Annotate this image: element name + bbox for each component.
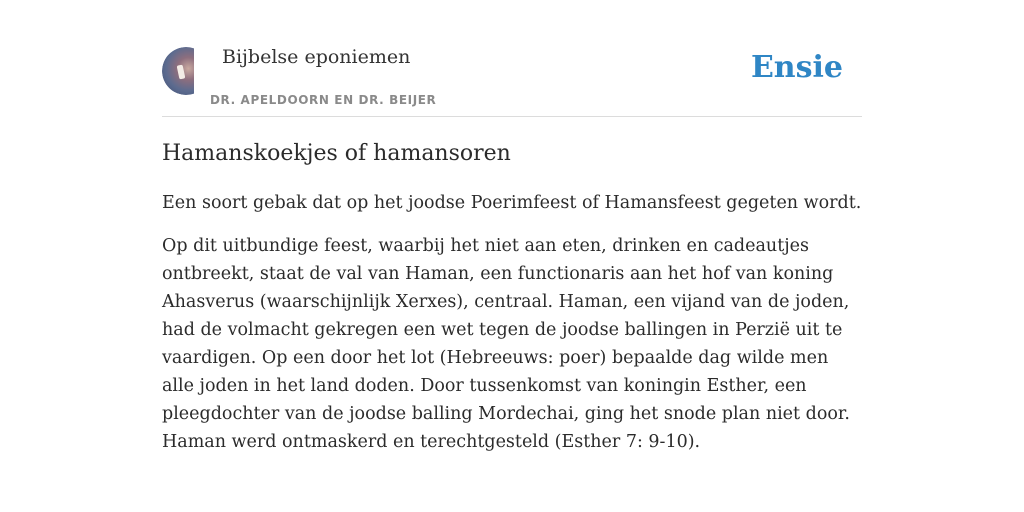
book-title[interactable]: Bijbelse eponiemen (222, 46, 411, 68)
page-header (162, 44, 862, 117)
book-cover-image (162, 47, 194, 95)
ensie-logo[interactable]: Ensie (750, 50, 843, 85)
article-paragraph-2: Op dit uitbundige feest, waarbij het niet aan eten, drinken en cadeautjes ontbreekt, staat de val van Haman, een functionaris aan het hof van koning Ahasverus (waarschijnlijk Xerxes), centraal. Haman, een vijand van de joden, had de volmacht gekregen een wet tegen de joodse ballingen in Perzië uit te vaardigen. Op een door het lot (Hebreeuws: poer) bepaalde dag wilde men alle joden in het land doden. Door tussenkomst van koningin Esther, een pleegdochter van de joodse balling Mordechai, ging het snode plan niet door. Haman werd ontmaskerd en terechtgesteld (Esther 7: 9-10). (162, 236, 850, 452)
book-cover-thumbnail[interactable] (162, 47, 194, 95)
article (162, 138, 862, 471)
book-cover-figure (177, 65, 186, 80)
article-title: Hamanskoekjes of hamansoren (162, 141, 511, 166)
book-authors[interactable]: DR. APELDOORN EN DR. BEIJER (210, 93, 437, 107)
article-paragraph-1: Een soort gebak dat op het joodse Poerimfeest of Hamansfeest gegeten wordt. (162, 193, 862, 213)
